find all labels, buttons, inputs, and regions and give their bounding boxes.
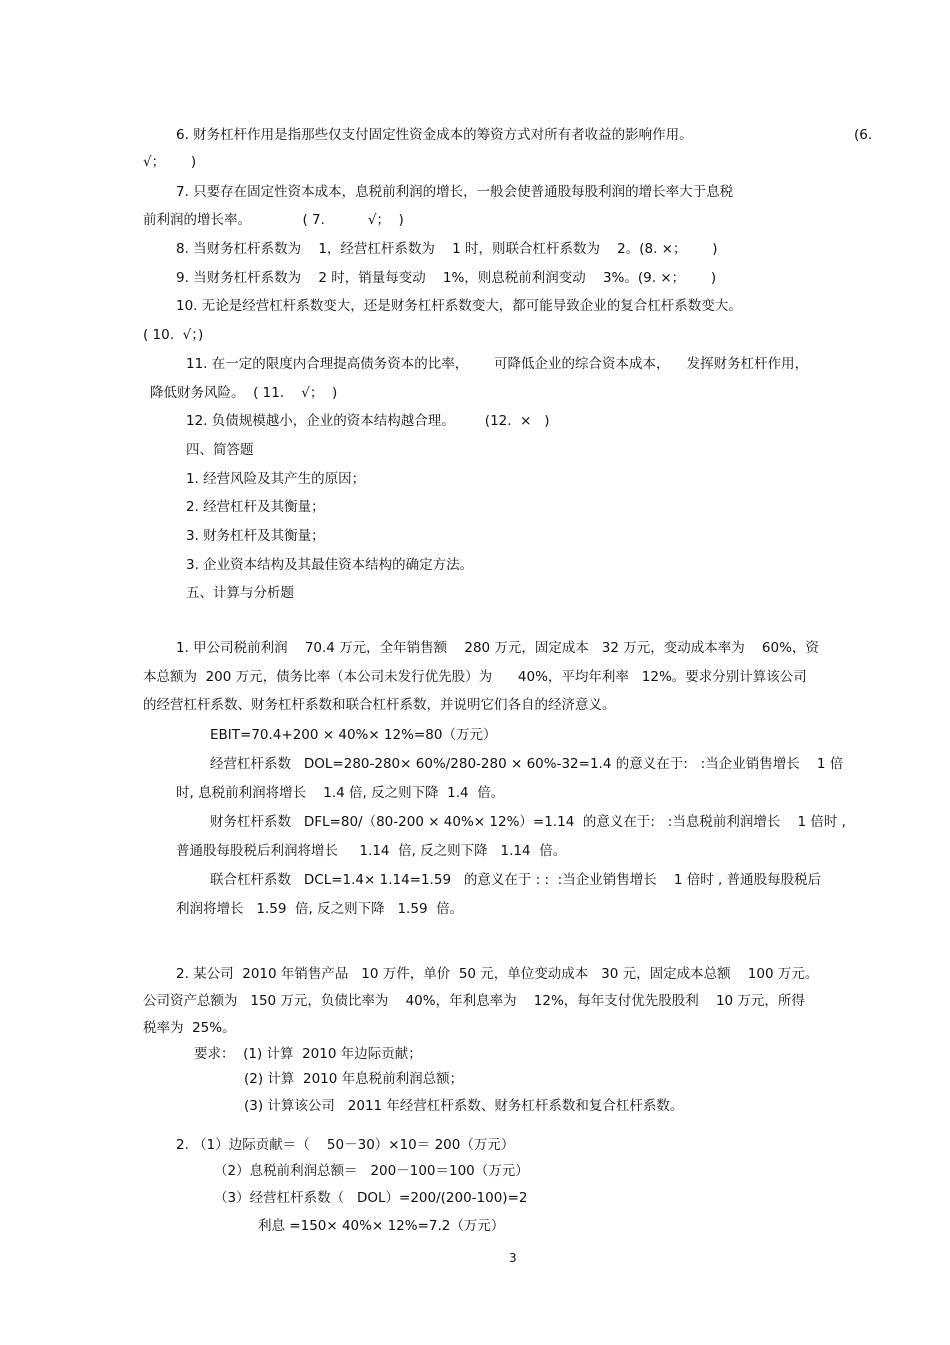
text-line: 税率为 25%。 xyxy=(143,1020,236,1036)
text-line: 8. 当财务杠杆系数为 1，经营杠杆系数为 1 时，则联合杠杆系数为 2。(8. ×； ) xyxy=(176,241,718,257)
text-line: 1. 甲公司税前利润 70.4 万元，全年销售额 280 万元，固定成本 32 万元，变动成本率为 60%，资 xyxy=(176,640,819,656)
list-item: 3. 财务杠杆及其衡量； xyxy=(186,528,325,544)
formula-line: 财务杠杆系数 DFL=80/（80-200 × 40%× 12%）=1.14 的意义在于: :当息税前利润增长 1 倍时 , xyxy=(210,814,846,830)
formula-line: 利息 =150× 40%× 12%=7.2（万元） xyxy=(258,1218,505,1234)
list-item: 3. 企业资本结构及其最佳资本结构的确定方法。 xyxy=(186,557,474,573)
section-heading: 四、简答题 xyxy=(186,442,254,458)
text-line: 6. 财务杠杆作用是指那些仅支付固定性资金成本的筹资方式对所有者收益的影响作用。 xyxy=(176,127,693,143)
text-line: 的经营杠杆系数、财务杠杆系数和联合杠杆系数，并说明它们各自的经济意义。 xyxy=(143,697,616,713)
text-line: 公司资产总额为 150 万元，负债比率为 40%，年利息率为 12%，每年支付优先股股利 10 万元，所得 xyxy=(143,993,805,1009)
text-line: 12. 负债规模越小，企业的资本结构越合理。 (12. × ) xyxy=(186,413,550,429)
text-line: ( 10. √；) xyxy=(143,327,204,343)
list-item: (3) 计算该公司 2011 年经营杠杆系数、财务杠杆系数和复合杠杆系数。 xyxy=(244,1098,684,1114)
text-line: 11. 在一定的限度内合理提高债务资本的比率， 可降低企业的综合资本成本， 发挥财务杠杆作用， xyxy=(186,356,809,372)
formula-line: （2）息税前利润总额＝ 200－100＝100（万元） xyxy=(214,1163,529,1179)
text-line: √； ) xyxy=(143,154,197,170)
formula-line: EBIT=70.4+200 × 40%× 12%=80（万元） xyxy=(210,727,497,743)
text-line: 2. 某公司 2010 年销售产品 10 万件，单价 50 元，单位变动成本 30 元，固定成本总额 100 万元。 xyxy=(176,966,819,982)
text-line: 前利润的增长率。 ( 7. √； ) xyxy=(143,212,404,228)
text-line: 本总额为 200 万元，债务比率（本公司未发行优先股）为 40%，平均年利率 12%。要求分别计算该公司 xyxy=(143,669,807,685)
list-item: 2. 经营杠杆及其衡量； xyxy=(186,499,325,515)
text-line: 时, 息税前利润将增长 1.4 倍, 反之则下降 1.4 倍。 xyxy=(176,785,505,801)
text-line: 10. 无论是经营杠杆系数变大，还是财务杠杆系数变大，都可能导致企业的复合杠杆系数变大。 xyxy=(176,298,742,314)
text-line: 普通股每股税后利润将增长 1.14 倍, 反之则下降 1.14 倍。 xyxy=(176,843,567,859)
text-line: 降低财务风险。 ( 11. √； ) xyxy=(150,385,338,401)
text-line: (6. xyxy=(854,127,873,143)
text-line: 7. 只要存在固定性资本成本，息税前利润的增长，一般会使普通股每股利润的增长率大于息税 xyxy=(176,184,734,200)
formula-line: 联合杠杆系数 DCL=1.4× 1.14=1.59 的意义在于 : : :当企业销售增长 1 倍时 , 普通股每股税后 xyxy=(210,872,822,888)
list-item: 要求： (1) 计算 2010 年边际贡献； xyxy=(194,1046,422,1062)
list-item: 1. 经营风险及其产生的原因； xyxy=(186,471,366,487)
formula-line: 2. （1）边际贡献＝（ 50－30）×10＝ 200（万元） xyxy=(176,1137,515,1153)
text-line: 利润将增长 1.59 倍, 反之则下降 1.59 倍。 xyxy=(176,901,464,917)
formula-line: （3）经营杠杆系数（ DOL）=200/(200-100)=2 xyxy=(214,1190,528,1206)
formula-line: 经营杠杆系数 DOL=280-280× 60%/280-280 × 60%-32=1.4 的意义在于: :当企业销售增长 1 倍 xyxy=(210,756,844,772)
page-number: 3 xyxy=(509,1251,517,1265)
text-line: 9. 当财务杠杆系数为 2 时，销量每变动 1%，则息税前利润变动 3%。(9. ×； ) xyxy=(176,270,717,286)
section-heading: 五、计算与分析题 xyxy=(186,585,294,601)
list-item: (2) 计算 2010 年息税前利润总额； xyxy=(244,1071,464,1087)
